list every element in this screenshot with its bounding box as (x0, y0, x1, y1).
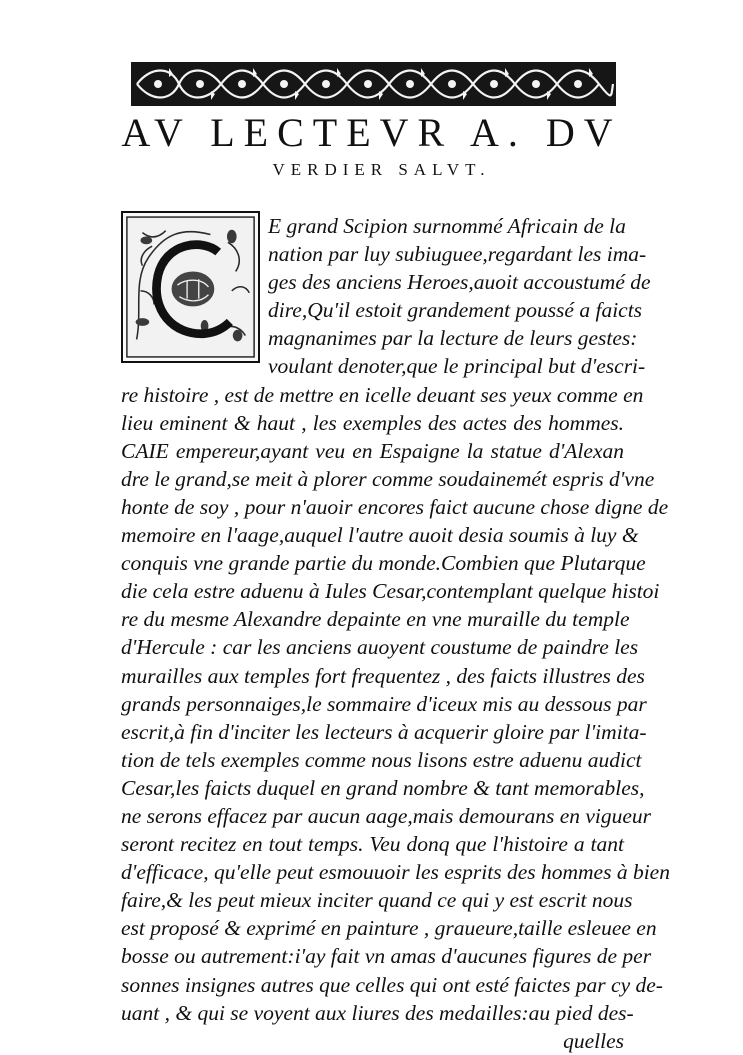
page-title: AV LECTEVR A. DV (121, 110, 622, 155)
text-line: magnanimes par la lecture de leurs gestes: (268, 326, 638, 351)
catchword: quelles (563, 1028, 624, 1053)
text-line: ne serons effacez par aucun aage,mais demourans en vigueur (121, 803, 652, 828)
ornamental-headband (131, 62, 616, 106)
text-line: dire,Qu'il estoit grandement poussé a faicts (268, 298, 643, 323)
text-line: d'Hercule : car les anciens auoyent coustume de paindre les (121, 635, 639, 660)
text-line: tion de tels exemples comme nous lisons estre aduenu audict (121, 747, 642, 772)
text-line: Cesar,les faicts duquel en grand nombre & tant memorables, (121, 775, 645, 800)
text-line: die cela estre aduenu à Iules Cesar,contemplant quelque histoi (121, 579, 660, 604)
text-line: escrit,à fin d'inciter les lecteurs à acquerir gloire par l'imita- (121, 719, 647, 744)
text-line: honte de soy , pour n'auoir encores faict aucune chose digne de (121, 494, 669, 519)
text-line: memoire en l'aage,auquel l'autre auoit desia soumis à luy & (121, 523, 639, 548)
text-line: grands personnaiges,le sommaire d'iceux mis au dessous par (121, 691, 647, 716)
text-line: dre le grand,se meit à plorer comme soudainemét espris d'vne (121, 466, 655, 491)
text-line: E grand Scipion surnommé Africain de la (268, 214, 626, 238)
text-line: re du mesme Alexandre depainte en vne muraille du temple (121, 607, 630, 632)
page-subtitle: VERDIER SALVT. (272, 160, 491, 179)
text-line: seront recitez en tout temps. Veu donq que l'histoire a tant (121, 832, 624, 857)
text-line: voulant denoter,que le principal but d'escri- (268, 354, 646, 379)
text-line: conquis vne grande partie du monde.Combien que Plutarque (121, 551, 646, 576)
text-line: uant , & qui se voyent aux liures des medailles:au pied des- (121, 1000, 634, 1025)
text-line: est proposé & exprimé en painture , graueure,taille esleuee en (121, 916, 657, 941)
text-line: d'efficace, qu'elle peut esmouuoir les esprits des hommes à bien (121, 860, 670, 885)
text-line: lieu eminent & haut , les exemples des actes des hommes. (121, 410, 624, 435)
text-line: bosse ou autrement:i'ay fait vn amas d'aucunes figures de per (121, 944, 652, 969)
text-line: nation par luy subiuguee,regardant les ima- (268, 242, 647, 267)
text-line: ges des anciens Heroes,auoit accoustumé de (268, 270, 651, 295)
text-line: murailles aux temples fort frequentez , des faicts illustres des (121, 663, 645, 688)
text-line: sonnes insignes autres que celles qui ont esté faictes par cy de- (121, 972, 663, 997)
text-line: CAIE empereur,ayant veu en Espaigne la statue d'Alexan (121, 438, 624, 463)
text-line: re histoire , est de mettre en icelle deuant ses yeux comme en (121, 382, 644, 407)
text-line: faire,& les peut mieux inciter quand ce qui y est escrit nous (121, 888, 633, 913)
body-text (121, 212, 670, 1055)
